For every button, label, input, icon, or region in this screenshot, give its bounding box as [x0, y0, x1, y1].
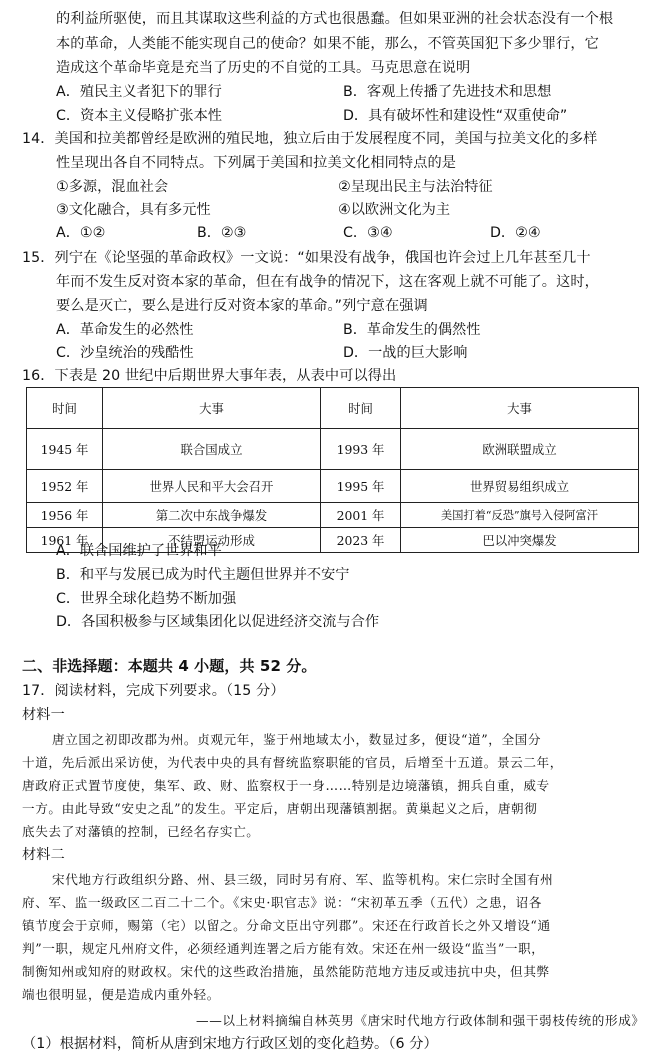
q14-line-2: 性呈现出各自不同特点。下列属于美国和拉美文化相同特点的是	[56, 155, 457, 171]
material-1-line-2: 十道，先后派出采访使，为代表中央的具有督统监察职能的官员，后增至十五道。景云二年，	[22, 755, 563, 770]
section-heading: 二、非选择题：本题共 4 小题，共 52 分。	[22, 657, 317, 675]
table-header-cell: 时间	[321, 388, 401, 429]
table-header-row	[27, 388, 639, 429]
table-cell: 世界人民和平大会召开	[103, 470, 321, 503]
table-cell: 2001 年	[321, 503, 401, 528]
q13-line-2: 本的革命，人类能不能实现自己的使命？如果不能，那么，不管英国犯下多少罪行，它	[56, 36, 599, 52]
q14-item-4: ④以欧洲文化为主	[338, 202, 451, 218]
q14-option-b: B．②③	[197, 225, 247, 241]
q15-option-b: B．革命发生的偶然性	[343, 322, 481, 338]
q15-line-3: 要么是灭亡，要么是进行反对资本家的革命。”列宁意在强调	[56, 298, 428, 314]
material-1-line-1: 唐立国之初即改郡为州。贞观元年，鉴于州地域太小，数显过多，便设“道”，全国分	[52, 732, 542, 747]
table-cell: 1995 年	[321, 470, 401, 503]
q13-option-b: B．客观上传播了先进技术和思想	[343, 84, 552, 100]
table-cell: 第二次中东战争爆发	[103, 503, 321, 528]
table-cell: 巴以冲突爆发	[401, 528, 639, 553]
q13-option-a: A．殖民主义者犯下的罪行	[56, 84, 222, 100]
table-cell: 不结盟运动形成	[103, 528, 321, 553]
q16-option-b: B．和平与发展已成为时代主题但世界并不安宁	[56, 567, 350, 583]
table-cell: 1952 年	[27, 470, 103, 503]
material-1-title: 材料一	[22, 707, 65, 723]
table-cell: 联合国成立	[103, 429, 321, 470]
q14-item-3: ③文化融合，具有多元性	[56, 202, 211, 218]
material-2-line-6: 端也很明显，便是造成内重外轻。	[22, 987, 220, 1002]
q17-stem: 17．阅读材料，完成下列要求。（15 分）	[22, 683, 285, 699]
q15-option-c: C．沙皇统治的残酷性	[56, 345, 194, 361]
material-2-title: 材料二	[22, 847, 65, 863]
q14-item-2: ②呈现出民主与法治特征	[338, 179, 493, 195]
table-cell: 欧洲联盟成立	[401, 429, 639, 470]
table-row	[27, 503, 639, 528]
q16-stem: 16．下表是 20 世纪中后期世界大事年表，从表中可以得出	[22, 368, 397, 384]
material-1-line-3: 唐政府正式置节度使，集军、政、财、监察权于一身……特别是边境藩镇，拥兵自重，威专	[22, 778, 550, 793]
q16-option-d: D．各国积极参与区域集团化以促进经济交流与合作	[56, 614, 380, 630]
table-header-cell: 大事	[401, 388, 639, 429]
material-source: ——以上材料摘编自林英男《唐宋时代地方行政体制和强干弱枝传统的形成》	[196, 1013, 645, 1028]
q15-option-d: D．一战的巨大影响	[343, 345, 468, 361]
q15-option-a: A．革命发生的必然性	[56, 322, 194, 338]
material-2-line-2: 府、军、监一级政区二百二十二个。《宋史·职官志》说：“宋初革五季（五代）之患，诏各	[22, 895, 542, 910]
q15-line-2: 年而不发生反对资本家的革命，但在有战争的情况下，这在客观上就不可能了。这时，	[56, 274, 599, 290]
q13-option-c: C．资本主义侵略扩张本性	[56, 108, 222, 124]
q17-subquestion-1: （1）根据材料，简析从唐到宋地方行政区划的变化趋势。（6 分）	[22, 1036, 438, 1052]
table-cell: 1993 年	[321, 429, 401, 470]
q13-option-d: D．具有破坏性和建设性“双重使命”	[343, 108, 568, 124]
table-row	[27, 470, 639, 503]
q14-option-c: C．③④	[343, 225, 393, 241]
material-2-line-1: 宋代地方行政组织分路、州、县三级，同时另有府、军、监等机构。宋仁宗时全国有州	[52, 872, 554, 887]
table-cell: 世界贸易组织成立	[401, 470, 639, 503]
q13-line-3: 造成这个革命毕竟是充当了历史的不自觉的工具。马克思意在说明	[56, 60, 471, 76]
table-header-cell: 大事	[103, 388, 321, 429]
material-1-line-4: 一方。由此导致“安史之乱”的发生。平定后，唐朝出现藩镇割据。黄巢起义之后，唐朝彻	[22, 801, 538, 816]
q14-line-1: 14．美国和拉美都曾经是欧洲的殖民地，独立后由于发展程度不同，美国与拉美文化的多样	[22, 131, 598, 147]
material-2-line-3: 镇节度会于京师，赐第（宅）以留之。分命文臣出守列郡”。宋还在行政首长之外又增设“通	[22, 918, 551, 933]
table-cell: 2023 年	[321, 528, 401, 553]
table-cell: 1956 年	[27, 503, 103, 528]
table-cell: 1945 年	[27, 429, 103, 470]
q16-option-c: C．世界全球化趋势不断加强	[56, 591, 237, 607]
table-cell: 美国打着“反恐”旗号入侵阿富汗	[401, 503, 639, 528]
q13-line-1: 的利益所驱使，而且其谋取这些利益的方式也很愚蠢。但如果亚洲的社会状态没有一个根	[56, 11, 614, 27]
q16-option-a: A．联合国维护了世界和平	[56, 543, 222, 559]
q14-option-a: A．①②	[56, 225, 106, 241]
q14-item-1: ①多源，混血社会	[56, 179, 169, 195]
table-header-cell: 时间	[27, 388, 103, 429]
q15-line-1: 15．列宁在《论坚强的革命政权》一文说：“如果没有战争，俄国也许会过上几年甚至几十	[22, 250, 591, 266]
table-row	[27, 429, 639, 470]
material-1-line-5: 底失去了对藩镇的控制，已经名存实亡。	[22, 824, 260, 839]
q14-option-d: D．②④	[490, 225, 541, 241]
material-2-line-4: 判”一职，规定凡州府文件，必须经通判连署之后方能有效。宋还在州一级设“监当”一职，	[22, 941, 545, 956]
events-table	[26, 387, 639, 553]
table-cell: 1961 年	[27, 528, 103, 553]
material-2-line-5: 制衡知州或知府的财政权。宋代的这些政治措施，虽然能防范地方违反或违抗中央，但其弊	[22, 964, 550, 979]
